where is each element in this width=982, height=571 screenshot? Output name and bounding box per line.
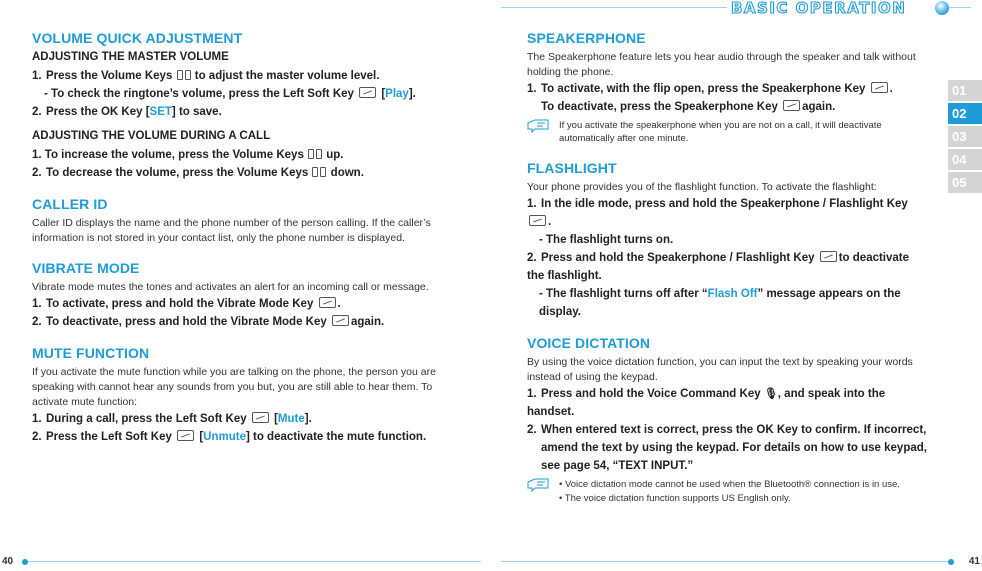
voice-note-2: • The voice dictation function supports US English only. <box>559 493 791 504</box>
mute-label: Mute <box>277 413 305 425</box>
caller-id-desc: Caller ID displays the name and the phone number of the person calling. If the caller’s information is not stored in your contact list, only the phone number is displayed. <box>32 217 431 244</box>
voice-step-2: 2. When entered text is correct, press the OK Key to confirm. If incorrect, amend the text by using the keypad. For details on how to use keypad, see page 54, “TEXT INPUT.” <box>527 424 927 472</box>
voice-dictation-title: VOICE DICTATION <box>527 335 651 351</box>
chapter-tab-01[interactable]: 01 <box>948 80 982 101</box>
volume-down-key-icon <box>185 70 191 80</box>
volume-step-1-sub: - To check the ringtone’s volume, press the Left Soft Key [Play]. <box>44 88 416 100</box>
flash-off-label: Flash Off <box>707 288 758 300</box>
vibrate-key-icon <box>319 297 336 308</box>
voice-dictation-section <box>527 335 927 506</box>
chapter-tab-02[interactable]: 02 <box>948 103 982 124</box>
vibrate-step-1: 1. To activate, press and hold the Vibrate Mode Key . <box>32 298 341 310</box>
volume-down-key-icon <box>320 167 326 177</box>
call-volume-step-1: 1. To increase the volume, press the Volume Keys up. <box>32 149 344 161</box>
master-volume-heading: ADJUSTING THE MASTER VOLUME <box>32 51 229 63</box>
vibrate-step-2: 2. To deactivate, press and hold the Vibrate Mode Key again. <box>32 316 385 328</box>
left-soft-key-icon <box>359 87 376 98</box>
caller-id-title: CALLER ID <box>32 196 108 212</box>
vibrate-title: VIBRATE MODE <box>32 260 140 276</box>
speakerphone-title: SPEAKERPHONE <box>527 30 646 46</box>
vibrate-key-icon <box>332 315 349 326</box>
microphone-icon: 🎙 <box>763 388 778 400</box>
footer-dot-icon <box>948 559 954 565</box>
flashlight-key-icon <box>820 251 837 262</box>
call-volume-heading: ADJUSTING THE VOLUME DURING A CALL <box>32 130 271 142</box>
left-page-number: 40 <box>2 556 14 567</box>
flashlight-step-2: 2. Press and hold the Speakerphone / Flashlight Key to deactivate the flashlight. <box>527 252 910 282</box>
speakerphone-step-1: 1. To activate, with the flip open, press the Speakerphone Key . <box>527 83 893 95</box>
right-content <box>527 30 927 520</box>
mute-step-2: 2. Press the Left Soft Key [Unmute] to deactivate the mute function. <box>32 431 427 443</box>
mute-step-1: 1. During a call, press the Left Soft Key [Mute]. <box>32 413 312 425</box>
header-ball-icon <box>935 1 949 15</box>
voice-dictation-desc: By using the voice dictation function, you can input the text by speaking your words instead of using the keypad. <box>527 356 913 383</box>
header-tail-line <box>949 7 971 8</box>
volume-up-key-icon <box>312 167 318 177</box>
speakerphone-note <box>527 119 927 146</box>
note-icon <box>527 119 549 133</box>
mute-title: MUTE FUNCTION <box>32 345 150 361</box>
volume-step-1: 1. Press the Volume Keys to adjust the master volume level. <box>32 70 380 82</box>
speakerphone-key-icon <box>783 100 800 111</box>
set-label: SET <box>149 106 172 118</box>
vibrate-desc: Vibrate mode mutes the tones and activates an alert for an incoming call or message. <box>32 281 429 293</box>
mute-desc: If you activate the mute function while you are talking on the phone, the person you are speaking with cannot hear any sounds from you but, you are still able to hear them. To activate mute function: <box>32 366 436 408</box>
mute-section <box>32 345 452 446</box>
volume-up-key-icon <box>177 70 183 80</box>
caller-id-section <box>32 196 452 246</box>
volume-up-key-icon <box>308 149 314 159</box>
speakerphone-key-icon <box>871 82 888 93</box>
chapter-tab-04[interactable]: 04 <box>948 149 982 170</box>
volume-step-2: 2. Press the OK Key [SET] to save. <box>32 106 222 118</box>
voice-note-1: • Voice dictation mode cannot be used when the Bluetooth® connection is in use. <box>559 479 900 490</box>
chapter-tab-05[interactable]: 05 <box>948 172 982 193</box>
right-footer-line <box>501 561 954 562</box>
speakerphone-desc: The Speakerphone feature lets you hear audio through the speaker and talk without holding the phone. <box>527 51 916 78</box>
unmute-label: Unmute <box>203 431 246 443</box>
volume-title: VOLUME QUICK ADJUSTMENT <box>32 30 243 46</box>
right-page <box>491 0 982 571</box>
speakerphone-note-text: If you activate the speakerphone when you are not on a call, it will deactivate automatically after one minute. <box>559 120 882 144</box>
flashlight-step-2-sub: - The flashlight turns off after “Flash Off” message appears on the display. <box>539 288 901 318</box>
voice-step-1: 1. Press and hold the Voice Command Key 🎙, and speak into the handset. <box>527 385 927 421</box>
flashlight-step-1-sub: - The flashlight turns on. <box>539 234 674 246</box>
voice-note <box>527 478 927 506</box>
footer-dot-icon <box>22 559 28 565</box>
left-content <box>32 30 452 460</box>
header-title: BASIC OPERATION <box>731 0 907 17</box>
speakerphone-step-1b: To deactivate, press the Speakerphone Key again. <box>541 101 836 113</box>
flashlight-key-icon <box>529 215 546 226</box>
volume-down-key-icon <box>316 149 322 159</box>
vibrate-section <box>32 260 452 331</box>
left-footer-line <box>22 561 481 562</box>
note-icon <box>527 478 549 492</box>
right-page-number: 41 <box>968 556 980 567</box>
left-soft-key-icon <box>252 412 269 423</box>
chapter-tabs <box>948 80 982 195</box>
flashlight-desc: Your phone provides you of the flashlight function. To activate the flashlight: <box>527 181 877 193</box>
call-volume-step-2: 2. To decrease the volume, press the Volume Keys down. <box>32 167 364 179</box>
volume-section <box>32 30 452 182</box>
left-soft-key-icon <box>177 430 194 441</box>
chapter-tab-03[interactable]: 03 <box>948 126 982 147</box>
flashlight-step-1: 1. In the idle mode, press and hold the Speakerphone / Flashlight Key . <box>527 198 908 228</box>
flashlight-section <box>527 160 927 321</box>
speakerphone-section <box>527 30 927 146</box>
flashlight-title: FLASHLIGHT <box>527 160 617 176</box>
header-line <box>501 7 727 8</box>
play-label: Play <box>385 88 409 100</box>
